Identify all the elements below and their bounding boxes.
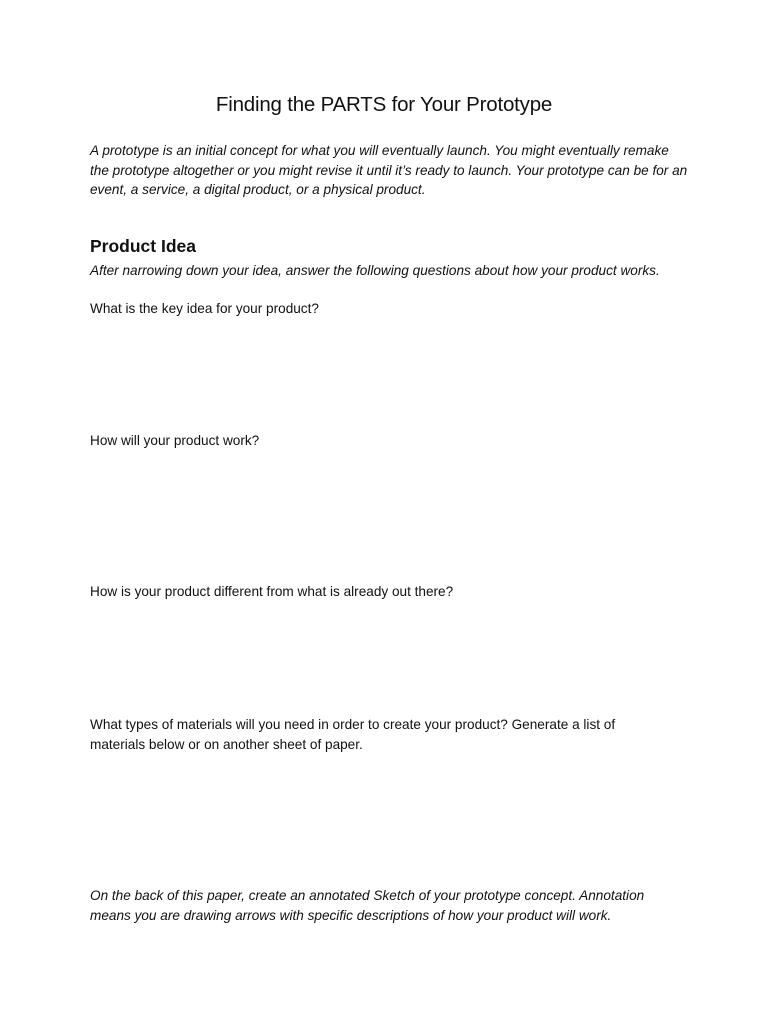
section-heading: Product Idea bbox=[90, 236, 196, 256]
question-materials: What types of materials will you need in order to create your product? Generate a list of materials below or on another sheet of paper. bbox=[90, 717, 616, 752]
intro-paragraph: A prototype is an initial concept for what you will eventually launch. You might eventually remake the prototype altogether or you might revise it until it’s ready to launch. Your prototype can be for an event, a service, a digital product, or a physical product. bbox=[90, 143, 688, 197]
page-title: Finding the PARTS for Your Prototype bbox=[215, 93, 553, 116]
section-subtitle: After narrowing down your idea, answer the following questions about how your product works. bbox=[90, 263, 660, 278]
question-key-idea: What is the key idea for your product? bbox=[90, 301, 319, 316]
closing-instruction: On the back of this paper, create an annotated Sketch of your prototype concept. Annotation means you are drawing arrows with specific descriptions of how your product will work. bbox=[90, 888, 645, 923]
question-different: How is your product different from what is already out there? bbox=[90, 584, 454, 599]
question-how-work: How will your product work? bbox=[90, 433, 260, 448]
